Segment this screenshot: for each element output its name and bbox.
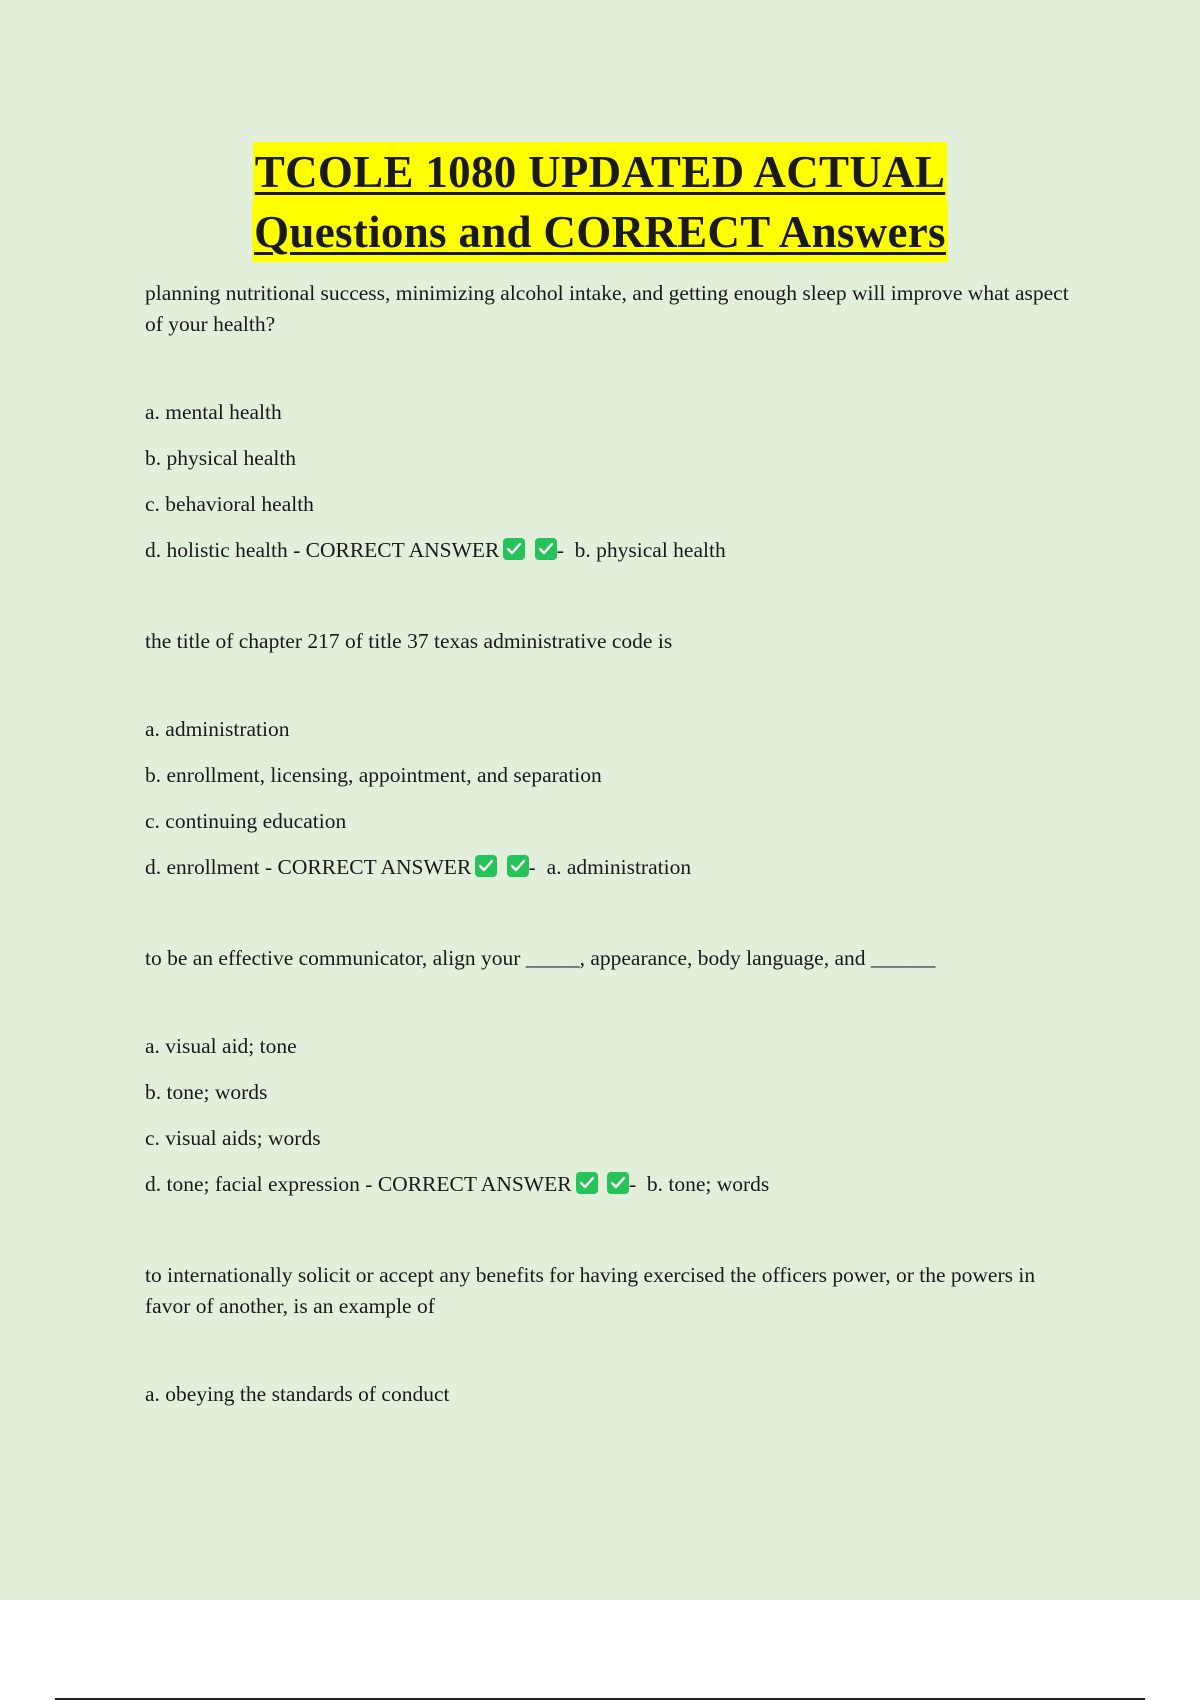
answer-option: b. enrollment, licensing, appointment, and separation [145, 763, 602, 787]
answer-option: c. behavioral health [145, 492, 314, 516]
correct-answer: a. administration [546, 855, 692, 879]
title-line-1: TCOLE 1080 UPDATED ACTUAL [253, 142, 948, 202]
answer-option: c. visual aids; words [145, 1126, 321, 1150]
answer-option: d. tone; facial expression - CORRECT ANSWER [145, 1172, 572, 1196]
answer-option: a. administration [145, 717, 290, 741]
answer-option: d. holistic health - CORRECT ANSWER [145, 538, 500, 562]
question-block [145, 943, 1075, 1198]
check-box-icon [607, 1172, 629, 1194]
title-line-2: Questions and CORRECT Answers [252, 202, 948, 262]
question-block [145, 626, 1075, 881]
document-title [0, 142, 1200, 262]
answer-option: a. visual aid; tone [145, 1034, 297, 1058]
answer-option: a. obeying the standards of conduct [145, 1382, 450, 1406]
question-block [145, 278, 1075, 564]
answer-option: d. enrollment - CORRECT ANSWER [145, 855, 472, 879]
question-list [145, 278, 1075, 1426]
answer-option: b. physical health [145, 446, 297, 470]
correct-answer: b. physical health [574, 538, 726, 562]
check-box-icon [475, 855, 497, 877]
correct-answer-line [145, 536, 1075, 564]
check-box-icon [507, 855, 529, 877]
separator: - [528, 855, 536, 879]
correct-answer-line [145, 1170, 1075, 1198]
answer-option: b. tone; words [145, 1080, 268, 1104]
separator: - [556, 538, 564, 562]
question-text: the title of chapter 217 of title 37 texas administrative code is [145, 629, 673, 653]
check-box-icon [576, 1172, 598, 1194]
answer-option: a. mental health [145, 400, 282, 424]
check-box-icon [503, 538, 525, 560]
answer-option: c. continuing education [145, 809, 347, 833]
question-text: planning nutritional success, minimizing alcohol intake, and getting enough sleep will improve what aspect of your health? [145, 281, 1069, 336]
question-text: to be an effective communicator, align your _____, appearance, body language, and ______ [145, 946, 936, 970]
question-text: to internationally solicit or accept any benefits for having exercised the officers power, or the powers in favor of another, is an example of [145, 1263, 1036, 1318]
separator: - [628, 1172, 637, 1196]
check-box-icon [535, 538, 557, 560]
correct-answer-line [145, 853, 1075, 881]
question-block [145, 1260, 1075, 1408]
correct-answer: b. tone; words [646, 1172, 770, 1196]
